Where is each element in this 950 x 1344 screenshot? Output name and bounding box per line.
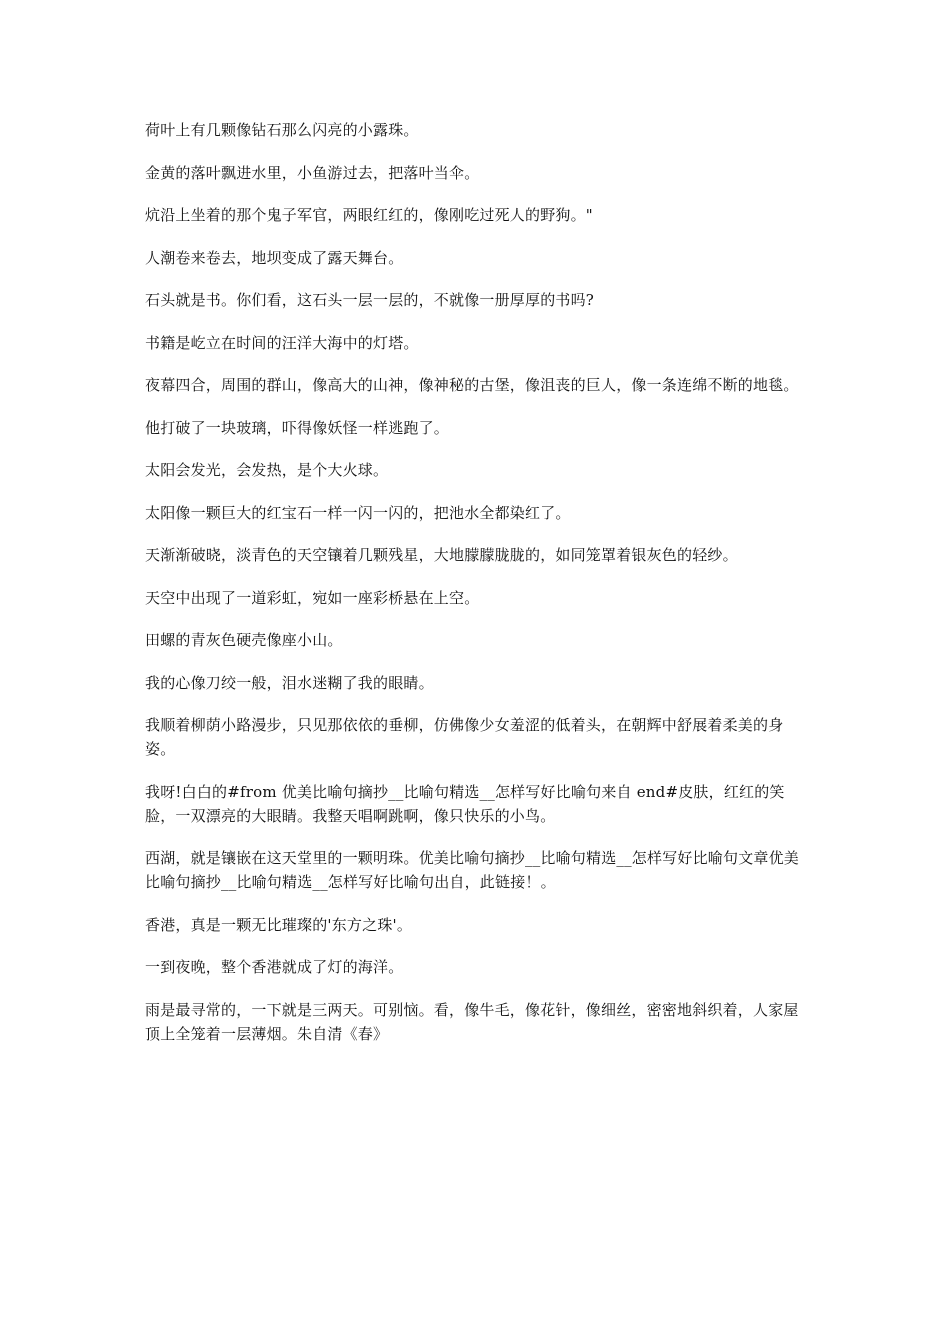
paragraph: 他打破了一块玻璃，吓得像妖怪一样逃跑了。 [145, 418, 450, 437]
paragraph: 一到夜晚，整个香港就成了灯的海洋。 [145, 958, 404, 976]
paragraph: 香港，真是一颗无比璀璨的'东方之珠'。 [145, 915, 413, 934]
paragraph: 太阳会发光，会发热，是个大火球。 [145, 461, 389, 479]
paragraph: 金黄的落叶飘进水里，小鱼游过去，把落叶当伞。 [145, 163, 480, 182]
paragraph: 太阳像一颗巨大的红宝石一样一闪一闪的，把池水全都染红了。 [145, 503, 571, 522]
paragraph: 书籍是屹立在时间的汪洋大海中的灯塔。 [145, 333, 419, 352]
paragraph: 人潮卷来卷去，地坝变成了露天舞台。 [145, 248, 404, 267]
paragraph: 夜幕四合，周围的群山，像高大的山神，像神秘的古堡，像沮丧的巨人，像一条连绵不断的地毯。 [145, 376, 799, 394]
paragraph: 我顺着柳荫小路漫步，只见那依依的垂柳，仿佛像少女羞涩的低着头，在朝辉中舒展着柔美的身姿。 [145, 716, 784, 758]
paragraph: 我呀!白白的#from 优美比喻句摘抄__比喻句精选__怎样写好比喻句来自 end#皮肤，红红的笑脸，一双漂亮的大眼睛。我整天唱啊跳啊，像只快乐的小鸟。 [145, 782, 785, 825]
paragraph: 田螺的青灰色硬壳像座小山。 [145, 631, 343, 649]
paragraph: 雨是最寻常的，一下就是三两天。可别恼。看，像牛毛，像花针，像细丝，密密地斜织着，人家屋顶上全笼着一层薄烟。朱自清《春》 [145, 1000, 799, 1043]
paragraph: 炕沿上坐着的那个鬼子军官，两眼红红的，像刚吃过死人的野狗。" [145, 206, 593, 224]
paragraph: 荷叶上有几颗像钻石那么闪亮的小露珠。 [145, 121, 419, 139]
document-body [145, 118, 810, 1064]
paragraph: 西湖，就是镶嵌在这天堂里的一颗明珠。优美比喻句摘抄__比喻句精选__怎样写好比喻句文章优美比喻句摘抄__比喻句精选__怎样写好比喻句出自，此链接！。 [145, 849, 800, 891]
paragraph: 石头就是书。你们看，这石头一层一层的，不就像一册厚厚的书吗? [145, 291, 595, 309]
paragraph: 天空中出现了一道彩虹，宛如一座彩桥悬在上空。 [145, 588, 480, 607]
paragraph: 天渐渐破晓，淡青色的天空镶着几颗残星，大地朦朦胧胧的，如同笼罩着银灰色的轻纱。 [145, 546, 738, 564]
paragraph: 我的心像刀绞一般，泪水迷糊了我的眼睛。 [145, 673, 434, 692]
